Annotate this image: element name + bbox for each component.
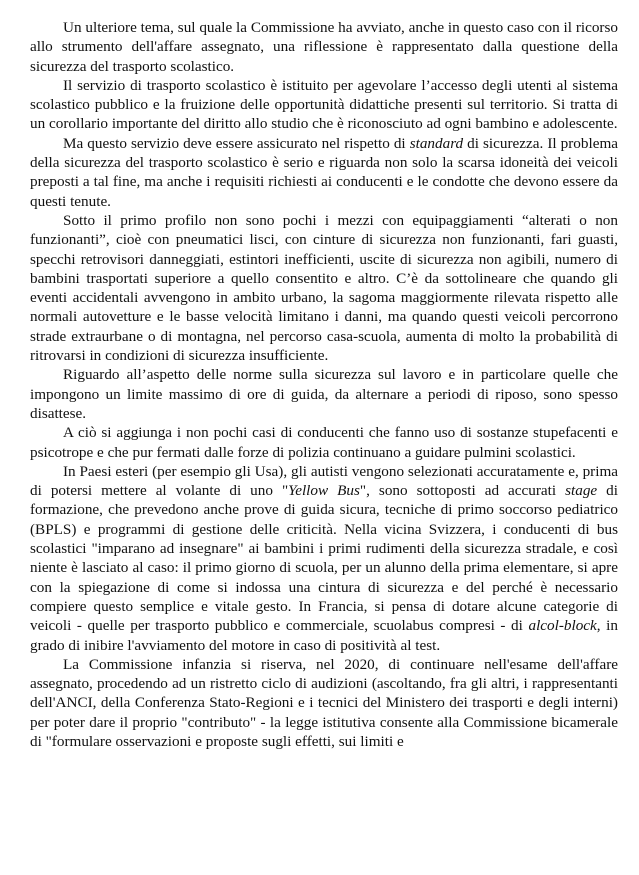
paragraph-text: Il servizio di trasporto scolastico è istituito per agevolare l’accesso degli utenti al sistema scolastico pubblico e la fruizione delle opportunità didattiche presenti sul territorio. Si tratta di un corollario importante del diritto allo studio che è riconosciuto ad ogni bambino e adolescente. [30, 76, 618, 133]
paragraph-6 [30, 423, 618, 462]
paragraph-4 [30, 211, 618, 365]
paragraph-text: A ciò si aggiunga i non pochi casi di conducenti che fanno uso di sostanze stupefacenti e psicotrope e che pur fermati dalle forze di polizia continuano a guidare pulmini scolastici. [30, 424, 618, 461]
paragraph-text: In Paesi esteri (per esempio gli Usa), gli autisti vengono selezionati accuratamente e, prima di potersi mettere al volante di uno " [30, 462, 618, 500]
paragraph-text: Sotto il primo profilo non sono pochi i mezzi con equipaggiamenti “alterati o non funzionanti”, cioè con pneumatici lisci, con cinture di sicurezza non funzionanti, fari guasti, specchi retrovisori danneggiati, estintori inefficienti, uscite di sicurezza non agibili, numero di bambini trasportati superiore a quello consentito e altro. C’è da sottolineare che quando gli eventi accidentali avvengono in ambito urbano, la sagoma maggiormente rilevata rispetto alle normali autovetture e le basse velocità limitano i danni, ma quando questi veicoli percorrono strade extraurbane o di montagna, nel percorso casa-scuola, aumenta di molto la probabilità di ritrovarsi in condizioni di sicurezza insufficiente. [30, 211, 618, 365]
paragraph-5 [30, 365, 618, 423]
document-page [30, 18, 618, 751]
paragraph-text: Riguardo all’aspetto delle norme sulla sicurezza sul lavoro e in particolare quelle che impongono un limite massimo di ore di guida, da alternare a periodi di riposo, sono spesso disattese. [30, 366, 618, 422]
paragraph-8 [30, 655, 618, 751]
paragraph-text: di sicurezza. Il problema della sicurezza del trasporto scolastico è serio e riguarda non solo la scarsa idoneità dei veicoli preposti a tal fine, ma anche i requisiti richiesti ai conducenti e le condotte che devono essere da questi tenute. [30, 134, 618, 210]
italic-term: alcol-block [528, 617, 597, 635]
paragraph-text: , in grado di inibire l'avviamento del motore in caso di positività al test. [30, 617, 618, 654]
paragraph-3 [30, 134, 618, 211]
paragraph-1 [30, 18, 618, 76]
italic-term: standard [409, 134, 464, 152]
paragraph-text: La Commissione infanzia si riserva, nel 2020, di continuare nell'esame dell'affare assegnato, procedendo ad un ristretto ciclo di audizioni (ascoltando, fra gli altri, i rappresentanti dell'ANCI, della Conferenza Stato-Regioni e i tecnici del Ministero dei trasporti e degli interni) per poter dare il proprio "contributo" - la legge istitutiva consente alla Commissione bicamerale di "formulare osservazioni e proposte sugli effetti, sui limiti e [30, 655, 618, 750]
paragraph-text: di formazione, che prevedono anche prove di guida sicura, tecniche di primo soccorso pediatrico (BPLS) e programmi di gestione delle criticità. Nella vicina Svizzera, i conducenti di bus scolastici "imparano ad insegnare" ai bambini i primi rudimenti della sicurezza stradale, e così niente è lasciato al caso: il primo giorno di scuola, per un alunno della prima elementare, si apre con la spiegazione di come si indossa una cintura di sicurezza e del perché è necessario compiere questo semplice e vitale gesto. In Francia, si pensa di dotare alcune categorie di veicoli - quelle per trasporto pubblico e commerciale, scuolabus compresi - di [30, 482, 618, 635]
italic-term: stage [565, 482, 598, 500]
paragraph-text: ", sono sottoposti ad accurati [359, 482, 566, 500]
paragraph-text: Un ulteriore tema, sul quale la Commissione ha avviato, anche in questo caso con il ricorso allo strumento dell'affare assegnato, una riflessione è rappresentato dalla questione della sicurezza del trasporto scolastico. [30, 19, 618, 75]
paragraph-2 [30, 76, 618, 134]
italic-term: Yellow Bus [288, 482, 360, 500]
paragraph-text: Ma questo servizio deve essere assicurato nel rispetto di [63, 134, 410, 152]
paragraph-7 [30, 462, 618, 655]
